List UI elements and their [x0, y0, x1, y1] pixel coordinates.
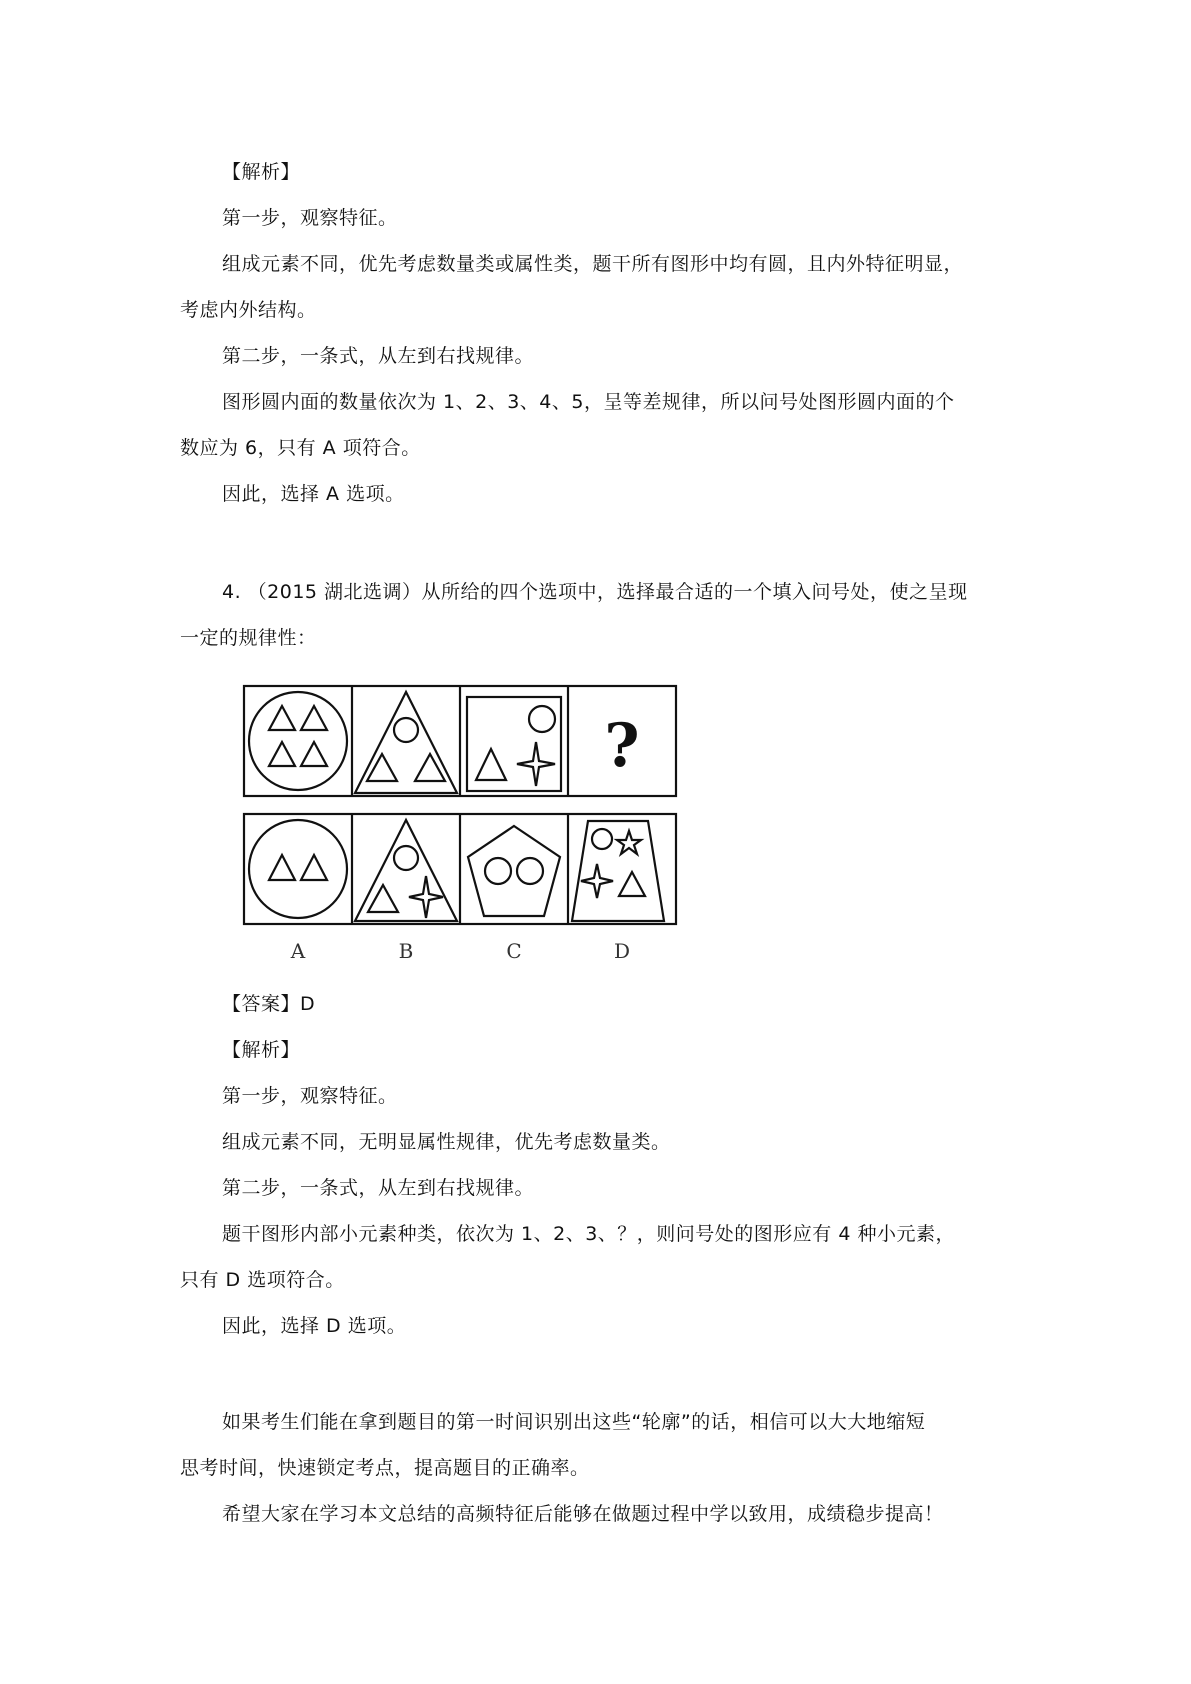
analysis2-step2: 第二步，一条式，从左到右找规律。 [222, 1177, 535, 1199]
analysis-para1-line2: 考虑内外结构。 [180, 299, 317, 321]
analysis-para2-line1: 图形圆内面的数量依次为 1、2、3、4、5，呈等差规律，所以问号处图形圆内面的个 [222, 391, 955, 413]
option-b-figure [355, 820, 457, 921]
analysis-conclusion: 因此，选择 A 选项。 [222, 483, 405, 505]
analysis-step2: 第二步，一条式，从左到右找规律。 [222, 345, 535, 367]
analysis2-header: 【解析】 [222, 1039, 301, 1061]
option-d-figure [572, 821, 664, 921]
stem-figure-2 [355, 692, 457, 793]
analysis2-step1: 第一步，观察特征。 [222, 1085, 398, 1107]
analysis-header: 【解析】 [222, 161, 301, 183]
stem-figure-3 [467, 697, 561, 791]
option-a-figure [249, 820, 347, 918]
option-label-a: A [290, 939, 306, 963]
analysis2-para2-line2: 只有 D 选项符合。 [180, 1269, 345, 1291]
analysis2-conclusion: 因此，选择 D 选项。 [222, 1315, 407, 1337]
closing-para1-line1: 如果考生们能在拿到题目的第一时间识别出这些“轮廓”的话，相信可以大大地缩短 [222, 1411, 926, 1433]
analysis-para2-line2: 数应为 6，只有 A 项符合。 [180, 437, 421, 459]
closing-para2: 希望大家在学习本文总结的高频特征后能够在做题过程中学以致用，成绩稳步提高！ [222, 1503, 944, 1525]
analysis-para1-line1: 组成元素不同，优先考虑数量类或属性类，题干所有图形中均有圆，且内外特征明显， [222, 253, 964, 275]
analysis-step1: 第一步，观察特征。 [222, 207, 398, 229]
analysis2-para2-line1: 题干图形内部小元素种类，依次为 1、2、3、？，则问号处的图形应有 4 种小元素， [222, 1223, 955, 1245]
option-label-c: C [506, 939, 522, 963]
closing-para1-line2: 思考时间，快速锁定考点，提高题目的正确率。 [180, 1457, 590, 1479]
option-c-figure [468, 826, 560, 916]
question-line2: 一定的规律性： [180, 627, 317, 649]
question-line1: 4. （2015 湖北选调）从所给的四个选项中，选择最合适的一个填入问号处，使之呈现 [222, 581, 968, 603]
option-label-b: B [398, 939, 414, 963]
question-mark: ? [604, 711, 640, 781]
stem-figure-1 [249, 692, 347, 790]
question-figure [240, 682, 680, 967]
option-label-d: D [613, 939, 631, 963]
analysis2-para1: 组成元素不同，无明显属性规律，优先考虑数量类。 [222, 1131, 671, 1153]
answer-line: 【答案】D [222, 993, 316, 1015]
